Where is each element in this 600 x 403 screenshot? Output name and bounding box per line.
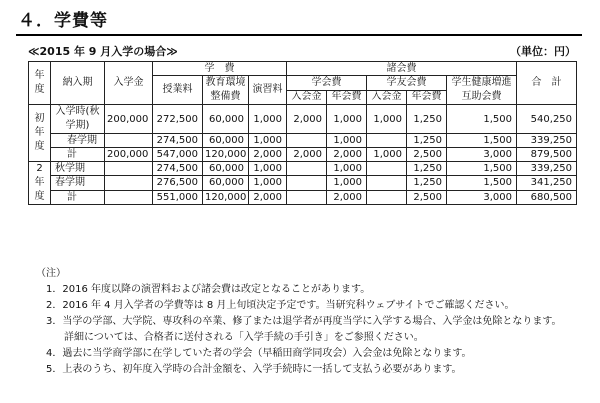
header-education: 教育環境整備費 (203, 76, 249, 105)
cell-period: 春学期 (51, 134, 105, 148)
table-row (29, 105, 577, 134)
cell-sa-annual: 2,000 (327, 190, 367, 204)
header-sa-join: 入会金 (287, 90, 327, 105)
section-title: ４．学費等 (18, 11, 108, 31)
cell-al-annual: 1,250 (407, 176, 447, 190)
cell-sa-annual: 1,000 (327, 176, 367, 190)
cell-total: 879,500 (517, 148, 577, 162)
cell-al-join: 1,000 (367, 105, 407, 134)
header-row-1 (29, 62, 577, 76)
cell-practice: 1,000 (249, 105, 287, 134)
cell-total: 341,250 (517, 176, 577, 190)
cell-education: 60,000 (203, 105, 249, 134)
cell-health: 3,000 (447, 190, 517, 204)
cell-al-annual: 2,500 (407, 190, 447, 204)
header-health: 学生健康増進互助会費 (447, 76, 517, 105)
note-item: 4．過去に当学商学部に在学していた者の学会（早稲田商学同攻会）入会金は免除となります。 (46, 348, 472, 359)
cell-tuition: 272,500 (153, 105, 203, 134)
cell-period: 秋学期 (51, 162, 105, 176)
cell-total: 339,250 (517, 134, 577, 148)
cell-al-annual: 1,250 (407, 134, 447, 148)
header-period: 納入期 (51, 62, 105, 105)
header-practice: 演習料 (249, 76, 287, 105)
cell-tuition: 274,500 (153, 162, 203, 176)
cell-education: 60,000 (203, 134, 249, 148)
year2-label: 2年度 (29, 162, 51, 205)
note-item-continuation: 詳細については、合格者に送付される「入学手続の手引き」をご参照ください。 (64, 332, 424, 343)
note-item: 2．2016 年 4 月入学者の学費等は 8 月上旬頃決定予定です。当研究科ウェブサイトでご確認ください。 (46, 300, 515, 311)
table-row-subtotal (29, 148, 577, 162)
cell-admission: 200,000 (105, 148, 153, 162)
cell-al-join (367, 134, 407, 148)
cell-sa-annual: 1,000 (327, 162, 367, 176)
cell-sa-join: 2,000 (287, 105, 327, 134)
header-total: 合 計 (517, 62, 577, 105)
cell-health: 1,500 (447, 134, 517, 148)
cell-period: 計 (51, 190, 105, 204)
title-underline (16, 34, 582, 36)
header-student-assoc: 学会費 (287, 76, 367, 91)
cell-admission (105, 190, 153, 204)
cell-admission (105, 176, 153, 190)
header-al-annual: 年会費 (407, 90, 447, 105)
cell-tuition: 547,000 (153, 148, 203, 162)
cell-sa-join (287, 190, 327, 204)
note-item: 3．当学の学部、大学院、専攻科の卒業、修了または退学者が再度当学に入学する場合、入学金は免除となります。 (46, 316, 562, 327)
cell-admission (105, 134, 153, 148)
cell-period: 春学期 (51, 176, 105, 190)
cell-health: 1,500 (447, 162, 517, 176)
cell-education: 60,000 (203, 176, 249, 190)
header-year: 年度 (29, 62, 51, 105)
cell-al-join: 1,000 (367, 148, 407, 162)
table-row-subtotal (29, 190, 577, 204)
cell-sa-annual: 1,000 (327, 105, 367, 134)
header-al-join: 入会金 (367, 90, 407, 105)
unit-label: （単位：円） (510, 45, 576, 58)
cell-tuition: 276,500 (153, 176, 203, 190)
header-misc-group: 諸会費 (287, 62, 517, 76)
cell-period: 入学時(秋学期) (51, 105, 105, 134)
cell-al-annual: 1,250 (407, 105, 447, 134)
cell-admission: 200,000 (105, 105, 153, 134)
year1-label: 初年度 (29, 105, 51, 162)
header-tuition: 授業料 (153, 76, 203, 105)
cell-health: 3,000 (447, 148, 517, 162)
cell-total: 339,250 (517, 162, 577, 176)
cell-total: 540,250 (517, 105, 577, 134)
cell-practice: 1,000 (249, 134, 287, 148)
cell-education: 120,000 (203, 190, 249, 204)
note-item: 1．2016 年度以降の演習料および諸会費は改定となることがあります。 (46, 284, 371, 295)
cell-health: 1,500 (447, 105, 517, 134)
cell-sa-annual: 1,000 (327, 134, 367, 148)
cell-al-annual: 1,250 (407, 162, 447, 176)
cell-al-annual: 2,500 (407, 148, 447, 162)
table-row (29, 176, 577, 190)
cell-al-join (367, 162, 407, 176)
header-alumni-assoc: 学友会費 (367, 76, 447, 91)
cell-sa-join (287, 134, 327, 148)
cell-practice: 1,000 (249, 162, 287, 176)
cell-practice: 1,000 (249, 176, 287, 190)
cell-al-join (367, 190, 407, 204)
fee-table (28, 61, 577, 205)
cell-tuition: 551,000 (153, 190, 203, 204)
table-caption: ≪2015 年 9 月入学の場合≫ (28, 45, 178, 58)
cell-sa-join: 2,000 (287, 148, 327, 162)
cell-sa-join (287, 162, 327, 176)
cell-sa-annual: 2,000 (327, 148, 367, 162)
notes-section (28, 266, 588, 378)
cell-tuition: 274,500 (153, 134, 203, 148)
cell-sa-join (287, 176, 327, 190)
header-tuition-group: 学 費 (153, 62, 287, 76)
table-row (29, 162, 577, 176)
cell-practice: 2,000 (249, 148, 287, 162)
cell-total: 680,500 (517, 190, 577, 204)
cell-admission (105, 162, 153, 176)
header-sa-annual: 年会費 (327, 90, 367, 105)
cell-al-join (367, 176, 407, 190)
notes-heading: （注） (36, 268, 66, 279)
note-item: 5．上表のうち、初年度入学時の合計金額を、入学手続時に一括して支払う必要があります。 (46, 364, 462, 375)
cell-health: 1,500 (447, 176, 517, 190)
table-row (29, 134, 577, 148)
header-admission: 入学金 (105, 62, 153, 105)
cell-practice: 2,000 (249, 190, 287, 204)
cell-period: 計 (51, 148, 105, 162)
cell-education: 60,000 (203, 162, 249, 176)
cell-education: 120,000 (203, 148, 249, 162)
